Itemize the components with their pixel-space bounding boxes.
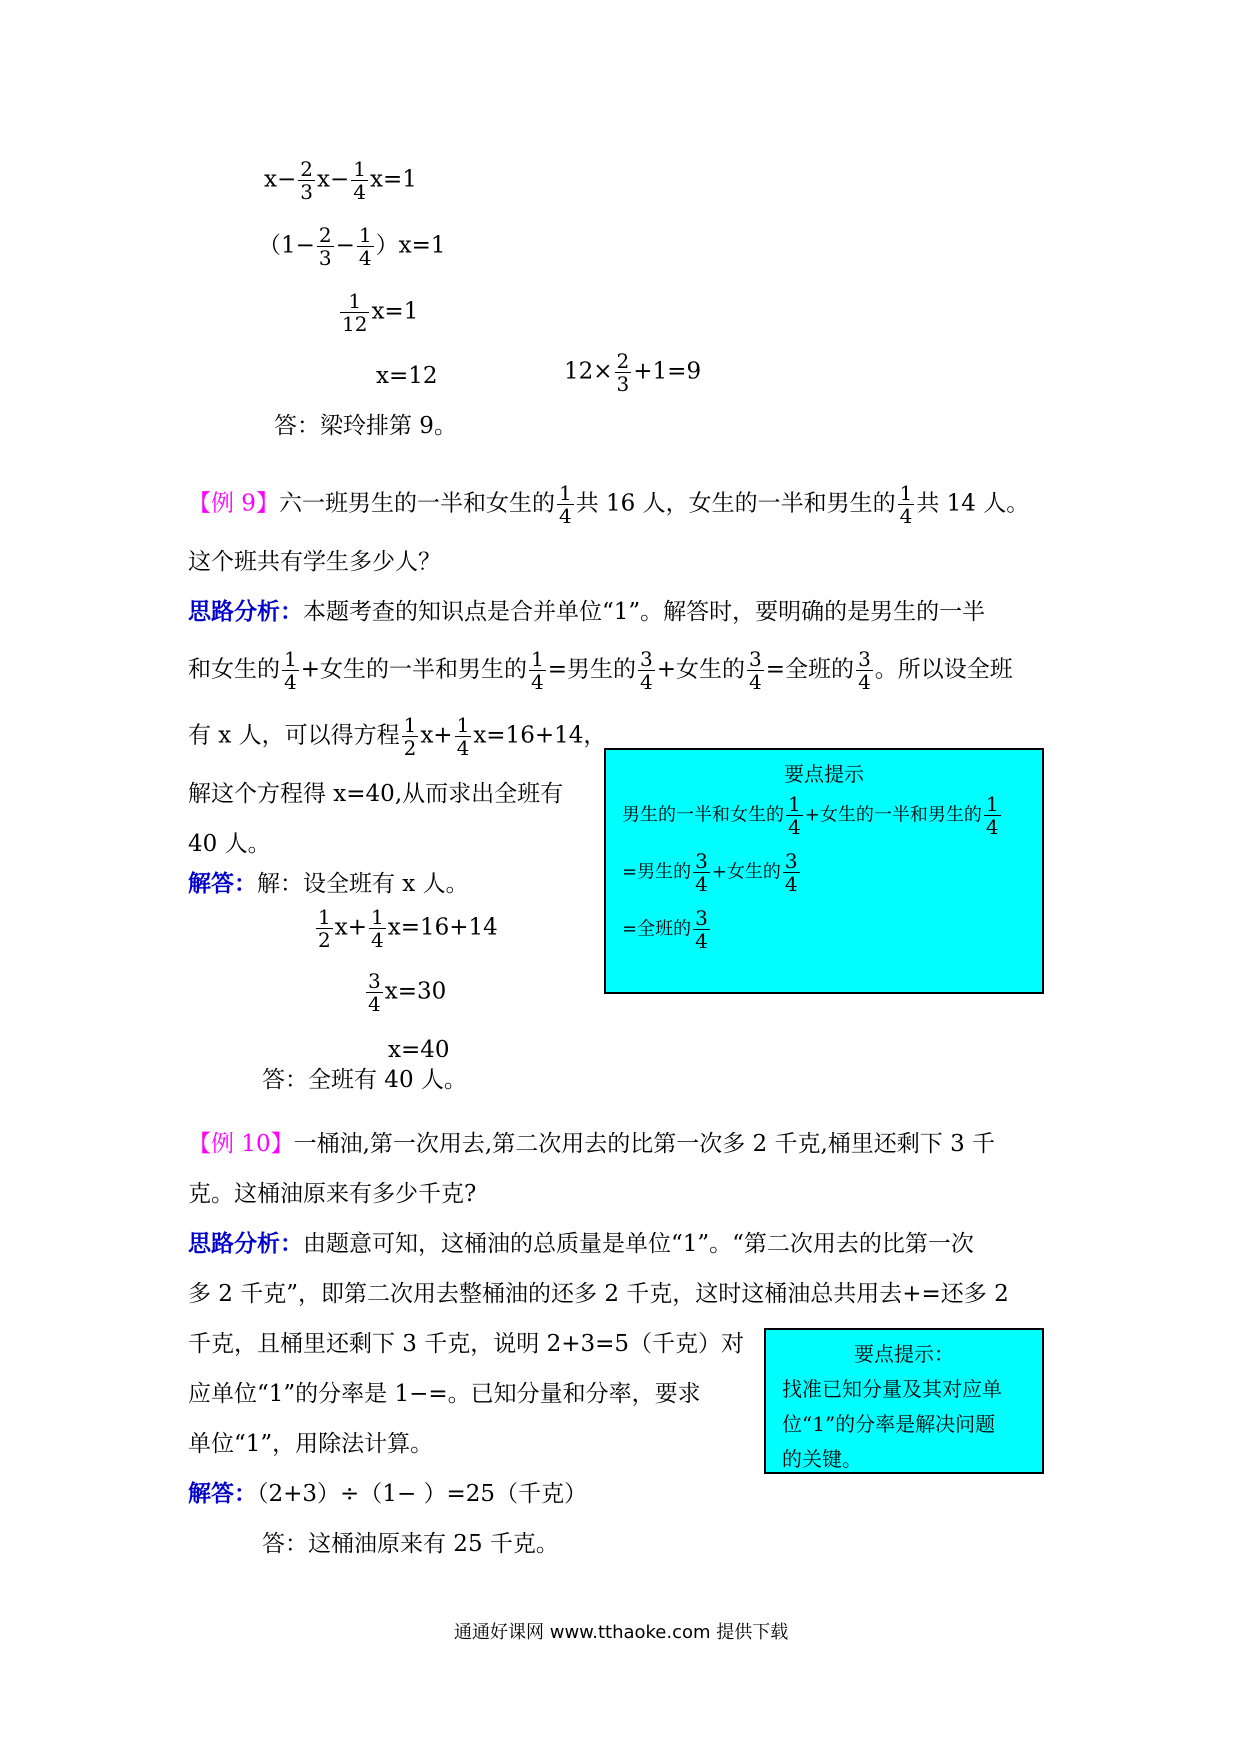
analysis-text: 有 x 人，可以得方程 xyxy=(188,722,400,749)
equation-line-3 xyxy=(338,290,418,335)
example10-analysis-line2: 多 2 千克”，即第二次用去整桶油的还多 2 千克，这时这桶油总共用去+=还多 2 xyxy=(188,1281,1009,1307)
tip-title: 要点提示： xyxy=(854,1342,954,1366)
example9-analysis-line4: 解这个方程得 x=40,从而求出全班有 xyxy=(188,781,564,807)
fraction: $\frac{3}{4}$ xyxy=(695,906,708,953)
tip-text: =全班的 xyxy=(622,918,692,940)
example-tag: 【例 10】 xyxy=(188,1131,294,1157)
example9-solution-line3 xyxy=(364,970,446,1015)
fraction: $\frac{1}{2}$ xyxy=(318,905,331,952)
solution-text: （2+3）÷（1− ）=25（千克） xyxy=(257,1481,588,1507)
tip-line-2: 位“1”的分率是解决问题 xyxy=(782,1412,996,1436)
page-footer: 通通好课网 www.tthaoke.com 提供下载 xyxy=(454,1622,789,1643)
fraction: $\frac{3}{4}$ xyxy=(749,647,762,694)
eq-text: （1− xyxy=(258,232,315,259)
analysis-text: =男生的 xyxy=(547,656,637,683)
example9-analysis-line5: 40 人。 xyxy=(188,831,271,857)
example9-tip-box xyxy=(604,748,1044,994)
example10-answer: 答：这桶油原来有 25 千克。 xyxy=(262,1531,559,1557)
question-text: 一桶油,第一次用去,第二次用去的比第一次多 2 千克,桶里还剩下 3 千 xyxy=(293,1131,996,1157)
equation-line-4-left xyxy=(376,362,438,390)
fraction: $\frac{1}{4}$ xyxy=(558,481,572,528)
fraction: $\frac{1}{4}$ xyxy=(788,792,801,839)
solution-text: x=16+14 xyxy=(387,914,498,941)
example9-solution-line1 xyxy=(188,870,469,898)
answer-1: 答：梁玲排第 9。 xyxy=(274,413,457,439)
fraction: $\frac{1}{4}$ xyxy=(985,792,999,839)
example9-question-line1 xyxy=(188,482,1029,527)
eq-text: x=1 xyxy=(371,298,419,325)
fraction: $\frac{1}{4}$ xyxy=(370,905,384,952)
fraction: $\frac{1}{4}$ xyxy=(899,481,913,528)
solve-label: 解答： xyxy=(188,1480,257,1507)
fraction: $\frac{3}{4}$ xyxy=(784,849,798,896)
question-text: 共 14 人。 xyxy=(916,490,1030,517)
eq-text: ）x=1 xyxy=(375,232,446,259)
tip-row-3 xyxy=(622,907,1042,952)
example10-analysis-line5: 单位“1”，用除法计算。 xyxy=(188,1431,434,1457)
example9-analysis-line2 xyxy=(188,648,1013,693)
tip-line-1: 找准已知分量及其对应单 xyxy=(782,1377,1002,1401)
example10-analysis-line1 xyxy=(188,1230,974,1258)
tip-text: 男生的一半和女生的 xyxy=(622,804,784,826)
analysis-text: 。所以设全班 xyxy=(874,656,1013,683)
example10-solution-line1 xyxy=(188,1480,587,1508)
fraction: $\frac{1}{4}$ xyxy=(531,647,544,694)
tip-title: 要点提示 xyxy=(784,762,864,786)
fraction: $\frac{1}{4}$ xyxy=(358,223,372,270)
fraction: $\frac{2}{3}$ xyxy=(616,349,630,396)
tip-text: +女生的一半和男生的 xyxy=(804,804,982,826)
example9-question-line2: 这个班共有学生多少人？ xyxy=(188,549,441,575)
fraction: $\frac{3}{4}$ xyxy=(695,849,708,896)
analysis-text: x=16+14， xyxy=(473,722,607,749)
fraction: $\frac{3}{4}$ xyxy=(640,647,653,694)
example-tag: 【例 9】 xyxy=(188,490,279,517)
fraction: $\frac{1}{2}$ xyxy=(403,713,417,760)
analysis-label: 思路分析： xyxy=(188,598,303,625)
example10-tip-box xyxy=(764,1328,1044,1474)
example9-analysis-line1 xyxy=(188,598,985,626)
fraction: $\frac{1}{12}$ xyxy=(342,289,368,336)
fraction: $\frac{1}{4}$ xyxy=(456,713,470,760)
example9-answer: 答：全班有 40 人。 xyxy=(262,1067,467,1093)
analysis-text: x+ xyxy=(420,722,453,749)
analysis-text: 由题意可知，这桶油的总质量是单位“1”。“第二次用去的比第一次 xyxy=(303,1231,974,1257)
example10-analysis-line4: 应单位“1”的分率是 1−=。已知分量和分率，要求 xyxy=(188,1381,701,1407)
question-text: 六一班男生的一半和女生的 xyxy=(278,490,555,517)
eq-text: +1=9 xyxy=(633,358,702,385)
example10-analysis-line3: 千克，且桶里还剩下 3 千克，说明 2+3=5（千克）对 xyxy=(188,1331,745,1357)
example9-solution-line2 xyxy=(314,906,498,951)
analysis-text: +女生的一半和男生的 xyxy=(300,656,528,683)
analysis-text: 和女生的 xyxy=(188,656,280,683)
tip-line-3: 的关键。 xyxy=(782,1447,862,1471)
fraction: $\frac{2}{3}$ xyxy=(318,223,332,270)
solve-label: 解答： xyxy=(188,870,257,897)
example10-question-line2: 克。这桶油原来有多少千克? xyxy=(188,1181,477,1207)
example9-solution-line4: x=40 xyxy=(388,1037,450,1063)
equation-line-1 xyxy=(264,158,417,203)
solution-text: x+ xyxy=(334,914,367,941)
analysis-text: 本题考查的知识点是合并单位“1”。解答时，要明确的是男生的一半 xyxy=(303,599,986,625)
tip-text: =男生的 xyxy=(622,861,692,883)
tip-row-2 xyxy=(622,850,1042,895)
solution-text: 解：设全班有 x 人。 xyxy=(257,871,469,897)
fraction: $\frac{3}{4}$ xyxy=(368,969,381,1016)
analysis-label: 思路分析： xyxy=(188,1230,303,1257)
question-text: 共 16 人，女生的一半和男生的 xyxy=(575,490,896,517)
eq-text: x− xyxy=(316,166,350,193)
example9-analysis-line3 xyxy=(188,714,606,759)
analysis-text: =全班的 xyxy=(765,656,855,683)
eq-text: x=1 xyxy=(369,166,417,193)
fraction: $\frac{2}{3}$ xyxy=(300,157,313,204)
solution-text: x=30 xyxy=(384,978,447,1005)
eq-text: − xyxy=(335,232,355,259)
eq-text: x− xyxy=(264,166,297,193)
tip-row-1 xyxy=(622,793,1042,838)
fraction: $\frac{1}{4}$ xyxy=(353,157,366,204)
eq-text: x=12 xyxy=(376,363,438,389)
equation-line-4-right xyxy=(564,350,701,395)
eq-text: 12× xyxy=(564,358,613,385)
analysis-text: +女生的 xyxy=(656,656,746,683)
example10-question-line1 xyxy=(188,1130,995,1158)
fraction: $\frac{3}{4}$ xyxy=(858,647,871,694)
equation-line-2 xyxy=(258,224,446,269)
tip-text: +女生的 xyxy=(711,861,781,883)
fraction: $\frac{1}{4}$ xyxy=(284,647,297,694)
